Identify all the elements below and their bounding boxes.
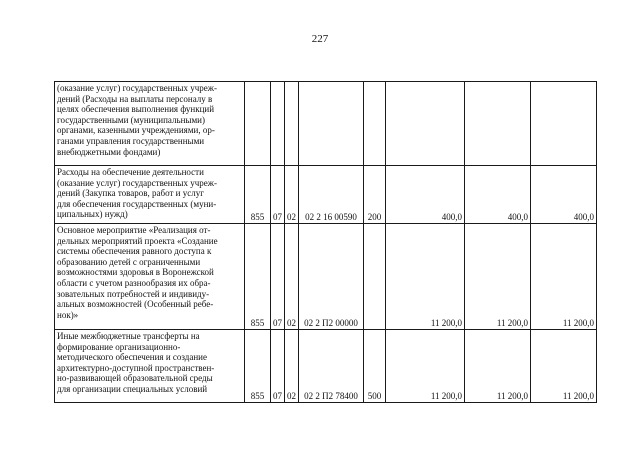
target-article-code: 02 2 П2 78400 (299, 330, 364, 403)
description-line: дений (Расходы на выплаты персоналу в (57, 93, 213, 104)
target-article-code: 02 2 П2 00000 (299, 224, 364, 330)
description-line: Иные межбюджетные трансферты на (57, 331, 200, 341)
description-line: целях обеспечения выполнения функций (57, 104, 215, 115)
amount-year-2: 11 200,0 (465, 224, 531, 330)
target-article-code: 02 2 16 00590 (299, 166, 364, 224)
ministry-code: 855 (245, 224, 271, 330)
row-description (55, 82, 245, 166)
amount-year-2: 400,0 (465, 166, 531, 224)
amount-year-2 (465, 82, 531, 166)
amount-year-3 (531, 82, 597, 166)
description-line: для организации специальных условий (57, 383, 208, 394)
description-line: для обеспечения государственных (муни- (57, 198, 217, 209)
description-line: ципальных) нужд) (57, 209, 128, 220)
description-line: (оказание услуг) государственных учреж- (57, 83, 217, 93)
description-line: но-развивающей образовательной среды (57, 373, 213, 384)
description-line: архитектурно-доступной пространствен- (57, 362, 215, 373)
ministry-code (245, 82, 271, 166)
description-line: ганами управления государственными (57, 135, 205, 146)
amount-year-3: 400,0 (531, 166, 597, 224)
description-line: (оказание услуг) государственных учреж- (57, 177, 217, 188)
amount-year-1 (386, 82, 465, 166)
description-line: органами, казенными учреждениями, ор- (57, 125, 215, 136)
row-description (55, 330, 245, 403)
description-line: методического обеспечения и создание (57, 352, 207, 363)
ministry-code: 855 (245, 330, 271, 403)
amount-year-3: 11 200,0 (531, 224, 597, 330)
section-code (271, 82, 285, 166)
row-description (55, 166, 245, 224)
description-line: альных возможностей (Особенный ребе- (57, 299, 214, 310)
expense-type-code: 500 (364, 330, 386, 403)
section-code: 07 (271, 330, 285, 403)
page-number: 227 (311, 33, 329, 45)
subsection-code: 02 (285, 166, 299, 224)
description-line: дений (Закупка товаров, работ и услуг (57, 188, 204, 199)
description-line: возможностями здоровья в Воронежской (57, 267, 214, 278)
amount-year-1: 400,0 (386, 166, 465, 224)
ministry-code: 855 (245, 166, 271, 224)
table-row (55, 82, 597, 166)
description-line: формирование организационно- (57, 341, 181, 352)
expense-type-code (364, 224, 386, 330)
amount-year-1: 11 200,0 (386, 330, 465, 403)
section-code: 07 (271, 166, 285, 224)
description-line: дельных мероприятий проекта «Создание (57, 235, 218, 246)
amount-year-3: 11 200,0 (531, 330, 597, 403)
description-line: Основное мероприятие «Реализация от- (57, 225, 211, 235)
description-line: области с учетом разнообразия их обра- (57, 277, 211, 288)
amount-year-1: 11 200,0 (386, 224, 465, 330)
expense-type-code (364, 82, 386, 166)
description-line: зовательных потребностей и индивиду- (57, 288, 210, 299)
subsection-code: 02 (285, 224, 299, 330)
table-row (55, 224, 597, 330)
table-row (55, 330, 597, 403)
description-line: нок)» (57, 309, 79, 320)
table-row (55, 166, 597, 224)
target-article-code (299, 82, 364, 166)
amount-year-2: 11 200,0 (465, 330, 531, 403)
subsection-code: 02 (285, 330, 299, 403)
budget-table (54, 81, 597, 403)
section-code: 07 (271, 224, 285, 330)
description-line: Расходы на обеспечение деятельности (57, 167, 204, 177)
subsection-code (285, 82, 299, 166)
expense-type-code: 200 (364, 166, 386, 224)
description-line: внебюджетными фондами) (57, 146, 161, 157)
description-line: системы обеспечения равного доступа к (57, 246, 212, 257)
row-description (55, 224, 245, 330)
description-line: государственными (муниципальными) (57, 114, 205, 125)
description-line: образованию детей с ограниченными (57, 256, 201, 267)
